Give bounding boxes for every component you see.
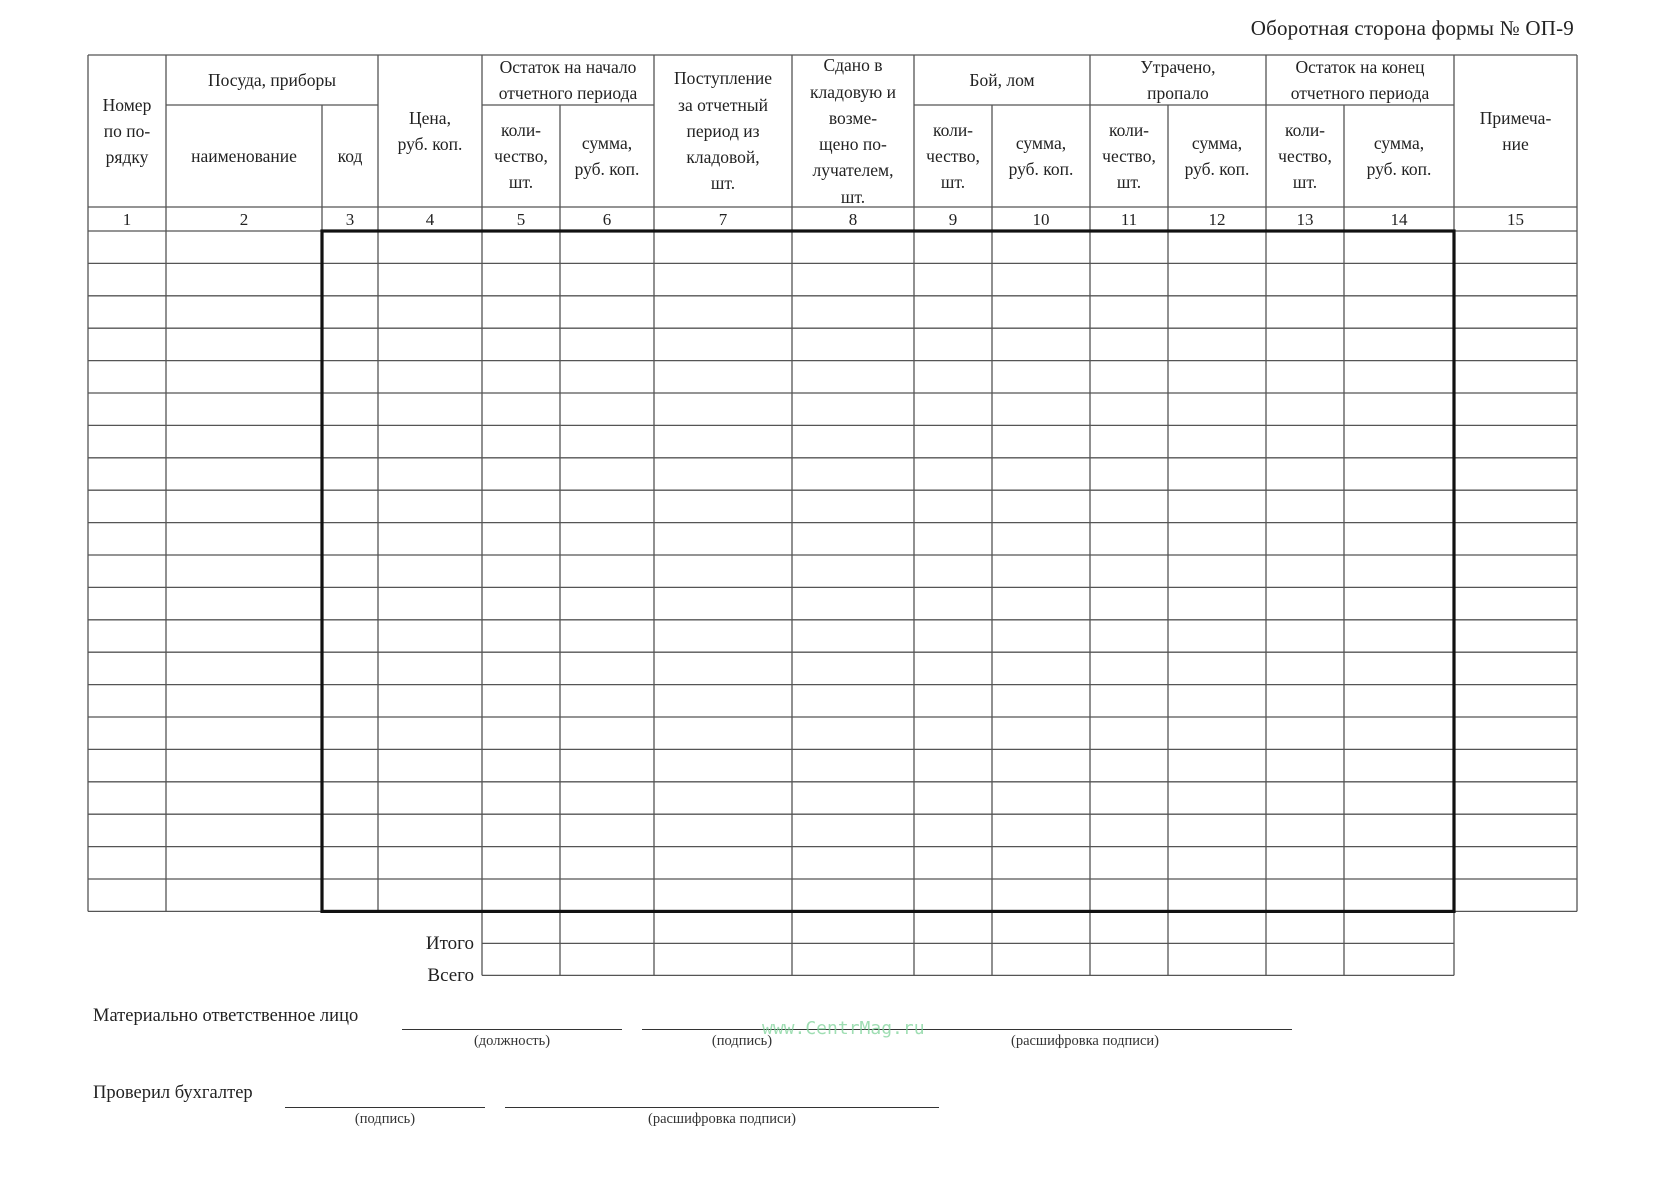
form-title: Оборотная сторона формы № ОП-9 xyxy=(1250,16,1574,40)
header-row-number: Номер по по- рядку xyxy=(102,94,152,168)
responsible-decode-caption: (расшифровка подписи) xyxy=(1010,1033,1160,1049)
accountant-decode-line[interactable] xyxy=(505,1107,939,1108)
responsible-signature-caption: (подпись) xyxy=(711,1033,773,1049)
header-group-breakage: Бой, лом xyxy=(969,69,1035,90)
total-itogo-label: Итого xyxy=(425,933,474,954)
header-start-qty: коли- чество, шт. xyxy=(494,119,548,193)
column-number: 9 xyxy=(948,209,958,229)
watermark: www.CentrMag.ru xyxy=(762,1018,925,1039)
column-number: 6 xyxy=(602,209,612,229)
header-lost-sum: сумма, руб. коп. xyxy=(1184,132,1250,179)
header-group-dishes: Посуда, приборы xyxy=(207,69,337,90)
column-number: 1 xyxy=(122,209,132,229)
header-returned: Сдано в кладовую и возме- щено по- лучателем, шт. xyxy=(810,55,896,207)
responsible-person-label: Материально ответственное лицо xyxy=(93,1006,359,1026)
column-number: 13 xyxy=(1296,209,1314,229)
responsible-signature-line[interactable] xyxy=(642,1029,1292,1030)
header-group-lost: Утрачено, пропало xyxy=(1140,56,1216,103)
column-number: 5 xyxy=(516,209,526,229)
header-end-sum: сумма, руб. коп. xyxy=(1366,132,1432,179)
header-group-start-balance: Остаток на начало отчетного периода xyxy=(498,56,638,103)
header-notes: Примеча- ние xyxy=(1479,107,1552,154)
header-code: код xyxy=(337,145,363,166)
header-receipt: Поступление за отчетный период из кладовой, шт. xyxy=(673,68,773,194)
column-number: 3 xyxy=(345,209,355,229)
responsible-position-line[interactable] xyxy=(402,1029,622,1030)
total-vsego-label: Всего xyxy=(427,965,474,986)
header-start-sum: сумма, руб. коп. xyxy=(574,132,640,179)
column-number: 11 xyxy=(1120,209,1138,229)
accountant-decode-caption: (расшифровка подписи) xyxy=(647,1111,797,1127)
accountant-label: Проверил бухгалтер xyxy=(93,1083,253,1103)
column-number: 10 xyxy=(1032,209,1050,229)
column-number: 14 xyxy=(1390,209,1408,229)
column-number: 7 xyxy=(718,209,728,229)
column-number: 12 xyxy=(1208,209,1226,229)
column-number: 2 xyxy=(239,209,249,229)
header-name: наименование xyxy=(191,145,297,166)
header-breakage-qty: коли- чество, шт. xyxy=(926,119,980,193)
column-number: 15 xyxy=(1507,209,1524,229)
column-number: 8 xyxy=(848,209,858,229)
column-number: 4 xyxy=(425,209,435,229)
header-end-qty: коли- чество, шт. xyxy=(1278,119,1332,193)
accountant-signature-caption: (подпись) xyxy=(354,1111,416,1127)
responsible-position-caption: (должность) xyxy=(473,1033,551,1049)
thick-data-frame xyxy=(322,231,1454,911)
header-group-end-balance: Остаток на конец отчетного периода xyxy=(1290,56,1430,103)
inventory-table xyxy=(88,55,1577,1005)
header-price: Цена, руб. коп. xyxy=(397,107,463,154)
accountant-signature-line[interactable] xyxy=(285,1107,485,1108)
header-lost-qty: коли- чество, шт. xyxy=(1102,119,1156,193)
header-breakage-sum: сумма, руб. коп. xyxy=(1008,132,1074,179)
